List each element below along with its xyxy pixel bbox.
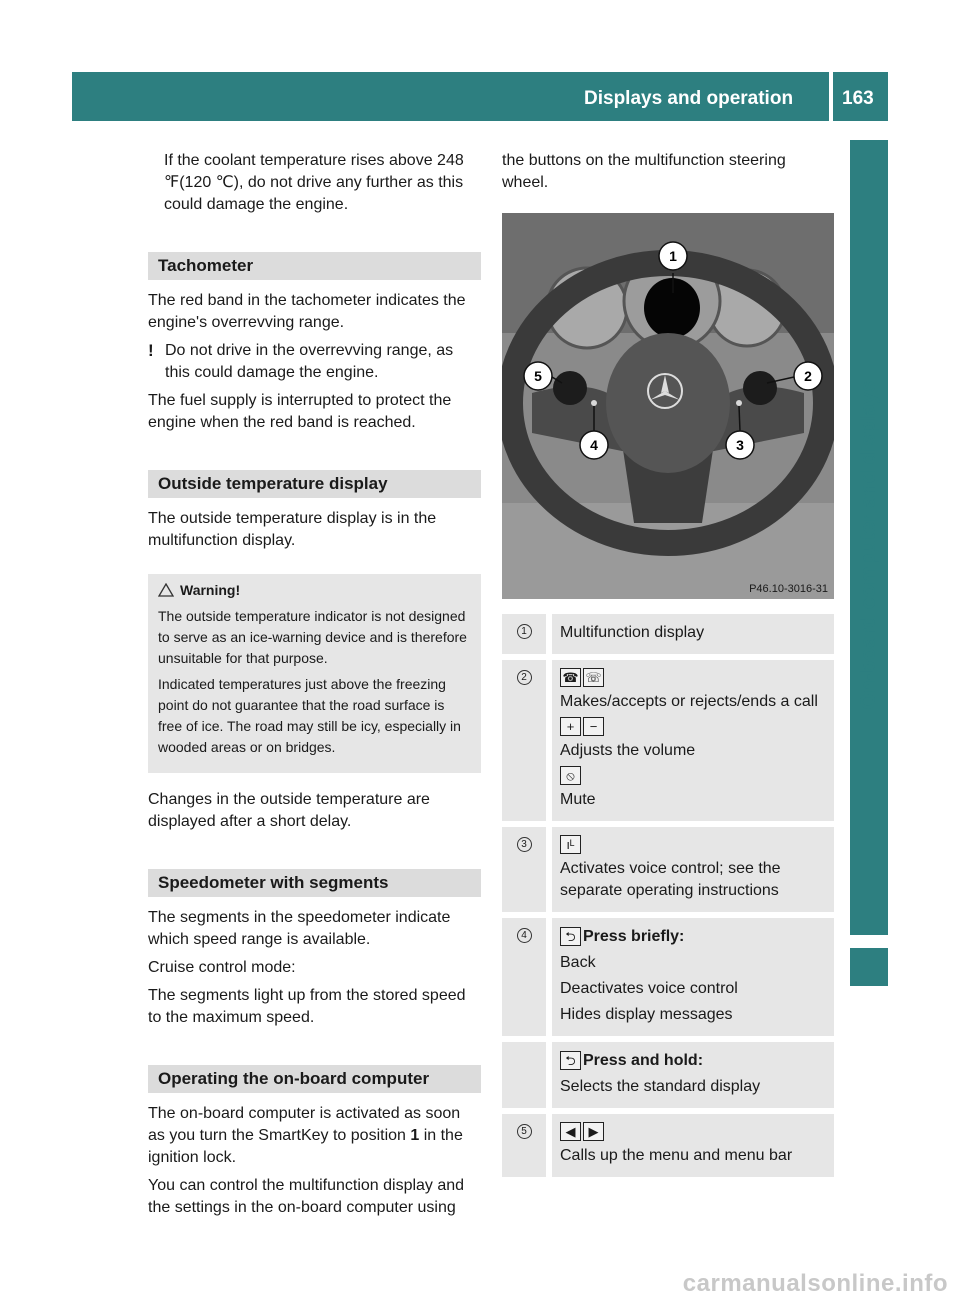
svg-text:3: 3: [736, 437, 744, 453]
callout-4: [580, 431, 608, 459]
legend-row-3: [502, 827, 834, 912]
warning-box: [148, 574, 481, 773]
exclamation-icon: !: [148, 341, 154, 360]
section-heading-outside-temp: Outside temperature display: [148, 470, 481, 498]
intro-para: the buttons on the multifunction steering wheel.: [502, 152, 786, 191]
legend-label-line: [560, 1050, 828, 1072]
left-column: [148, 150, 481, 1225]
callout-5: [524, 362, 552, 390]
phone-accept-icon: ☎: [560, 668, 581, 687]
page-number: 163: [842, 88, 874, 109]
legend-body-cell: [552, 827, 834, 912]
callout-2: [794, 362, 822, 390]
warning-text-1: The outside temperature indicator is not designed to serve as an ice-warning device and is therefore unsuitable for that purpose.: [158, 608, 467, 666]
right-column: [502, 150, 834, 1183]
phone-keys: [560, 668, 828, 687]
back-icon: ⮌: [560, 927, 581, 946]
legend-num-cell: [502, 660, 546, 821]
svg-text:2: 2: [804, 368, 812, 384]
legend-num-cell: [502, 827, 546, 912]
legend-text: Makes/accepts or rejects/ends a call: [560, 693, 818, 710]
section-heading-tachometer: Tachometer: [148, 252, 481, 280]
legend-body-cell: [552, 1042, 834, 1108]
tachometer-note: [148, 340, 481, 384]
legend-text: Activates voice control; see the separate operating instructions: [560, 860, 781, 899]
speedometer-para-3: The segments light up from the stored speed to the maximum speed.: [148, 987, 466, 1026]
legend-body-cell: [552, 614, 834, 654]
legend-row-1: [502, 614, 834, 654]
legend-row-5: [502, 1114, 834, 1177]
back-icon: ⮌: [560, 1051, 581, 1070]
left-arrow-icon: ◀: [560, 1122, 581, 1141]
legend-text: Adjusts the volume: [560, 742, 696, 759]
svg-text:1: 1: [669, 248, 677, 264]
legend-num-cell: [502, 1042, 546, 1108]
tachometer-note-text: Do not drive in the overrevving range, as this could damage the engine.: [165, 342, 454, 381]
volume-down-icon: −: [583, 717, 604, 736]
speedometer-para-2: Cruise control mode:: [148, 959, 296, 976]
legend-num-cell: [502, 614, 546, 654]
tachometer-para-2: The fuel supply is interrupted to protect the engine when the red band is reached.: [148, 392, 452, 431]
callout-3: [726, 431, 754, 459]
steering-wheel-illustration: [502, 213, 834, 599]
outside-temp-para-2: Changes in the outside temperature are displayed after a short delay.: [148, 791, 430, 830]
warning-text-2: Indicated temperatures just above the freezing point do not guarantee that the road surface is free of ice. The road may still be icy, especially in wooded areas or on bridges.: [158, 676, 461, 755]
legend-body-cell: [552, 918, 834, 1036]
volume-up-icon: +: [560, 717, 581, 736]
onboard-para-text-2: in the ignition lock.: [148, 1127, 463, 1166]
phone-reject-icon: ☏: [583, 668, 604, 687]
legend-number-2: 2: [517, 670, 532, 685]
svg-text:4: 4: [590, 437, 598, 453]
outside-temp-para: The outside temperature display is in the multifunction display.: [148, 510, 437, 549]
legend-num-cell: [502, 918, 546, 1036]
warning-header: [158, 582, 471, 598]
legend-label-line: [560, 926, 828, 948]
legend-text: Calls up the menu and menu bar: [560, 1147, 793, 1164]
photo-caption: P46.10-3016-31: [749, 583, 828, 595]
side-tab-label: On-board computer and displays: [857, 380, 880, 710]
onboard-para: [148, 1103, 481, 1169]
section-heading-onboard: Operating the on-board computer: [148, 1065, 481, 1093]
right-arrow-icon: ▶: [583, 1122, 604, 1141]
callout-1: [659, 242, 687, 270]
legend-number-5: 5: [517, 1124, 532, 1139]
legend-label: Press and hold:: [583, 1052, 704, 1069]
tachometer-para: The red band in the tachometer indicates the engine's overrevving range.: [148, 292, 466, 331]
mute-icon: ⦸: [560, 766, 581, 785]
legend-text: Multifunction display: [560, 624, 705, 641]
legend-row-2: [502, 660, 834, 821]
watermark: carmanualsonline.info: [682, 1270, 948, 1297]
warning-title: Warning!: [180, 582, 241, 598]
legend-text: Mute: [560, 791, 596, 808]
legend-text: Selects the standard display: [560, 1078, 761, 1095]
mute-keys: [560, 766, 828, 785]
legend-label: Press briefly:: [583, 928, 685, 945]
legend-number-1: 1: [517, 624, 532, 639]
coolant-note: If the coolant temperature rises above 248 ℉(120 ℃), do not drive any further as this could damage the engine.: [164, 152, 464, 213]
onboard-position: 1: [410, 1127, 420, 1144]
legend-text: Hides display messages: [560, 1006, 733, 1023]
legend-body-cell: [552, 660, 834, 821]
legend-text: Back: [560, 954, 596, 971]
onboard-para-2: You can control the multifunction display and the settings in the on-board computer using: [148, 1177, 465, 1216]
legend-number-3: 3: [517, 837, 532, 852]
legend-body-cell: [552, 1114, 834, 1177]
legend-row-4: [502, 918, 834, 1036]
legend-number-4: 4: [517, 928, 532, 943]
side-marker: [850, 948, 888, 986]
legend-row-4b: [502, 1042, 834, 1108]
header-separator: [829, 72, 833, 121]
svg-text:5: 5: [534, 368, 542, 384]
section-heading-speedometer: Speedometer with segments: [148, 869, 481, 897]
menu-keys: [560, 1122, 828, 1141]
onboard-para-text: The on-board computer is activated as soon as you turn the SmartKey to position: [148, 1105, 461, 1144]
legend-text: Deactivates voice control: [560, 980, 738, 997]
voice-control-icon: ıᴸ: [560, 835, 581, 854]
speedometer-para: The segments in the speedometer indicate which speed range is available.: [148, 909, 451, 948]
steering-wheel-photo: [502, 213, 834, 599]
legend-table: [502, 614, 834, 1177]
legend-num-cell: [502, 1114, 546, 1177]
page-title: Displays and operation: [584, 88, 794, 109]
volume-keys: [560, 717, 828, 736]
voice-keys: [560, 835, 828, 854]
warning-triangle-icon: [158, 583, 174, 597]
